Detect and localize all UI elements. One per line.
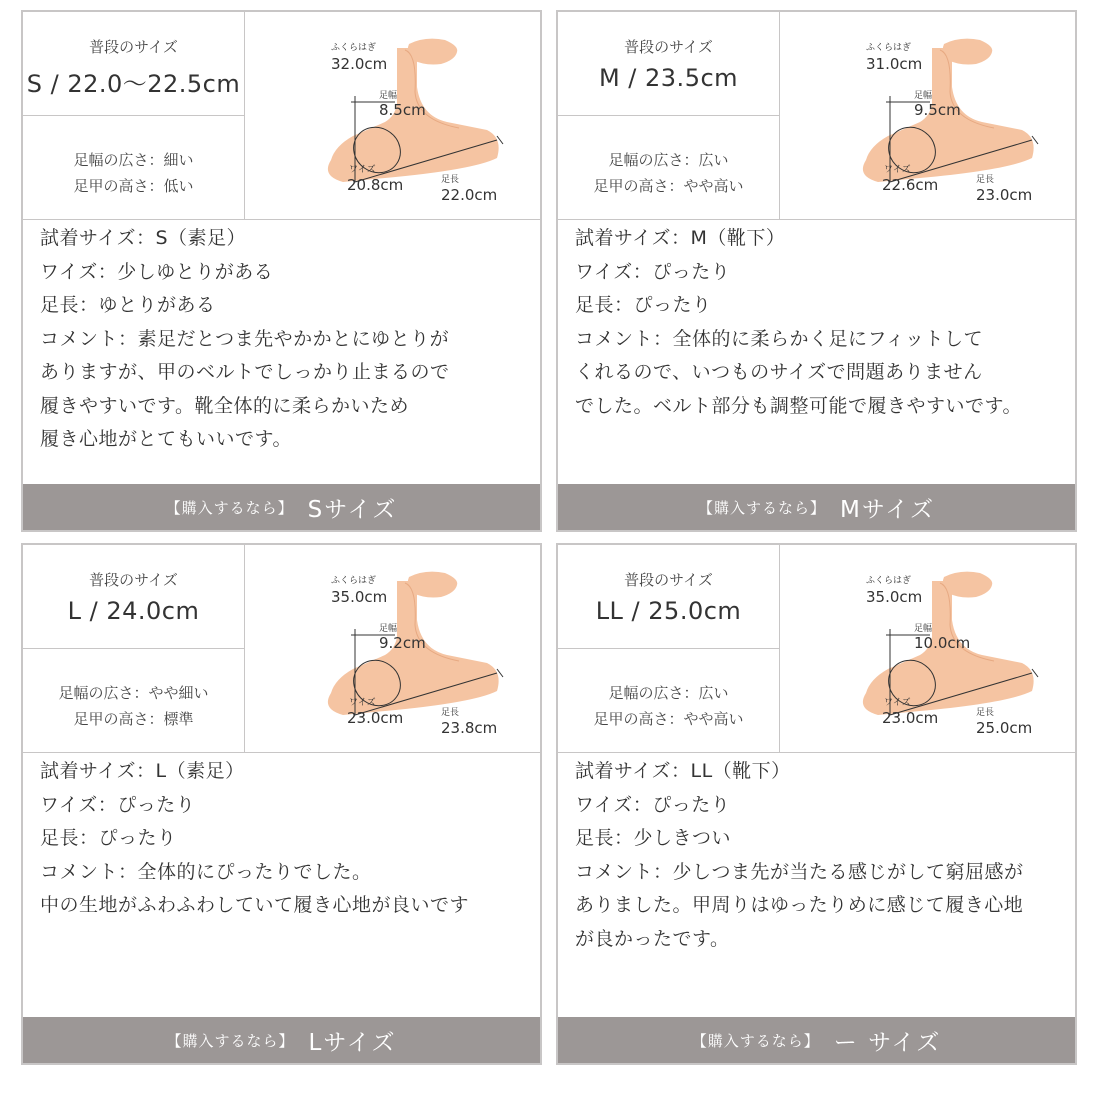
width-value: 10.0cm (914, 634, 971, 652)
calf-value: 31.0cm (866, 55, 923, 73)
length-value: 23.8cm (441, 719, 498, 737)
fitting-comment (40, 222, 540, 457)
comment-line: 履きやすいです。靴全体的に柔らかいため (40, 394, 409, 417)
foot-diagram (780, 12, 1077, 219)
usual-size-label: 普段のサイズ (89, 571, 178, 589)
purchase-recommendation (558, 484, 1075, 530)
purchase-recommendation (558, 1017, 1075, 1063)
comment-line: ワイズ：ぴったり (575, 260, 731, 283)
card-header (558, 12, 1075, 220)
comment-line: ありますが、甲のベルトでしっかり止まるので (40, 361, 450, 383)
comment-line: でした。ベルト部分も調整可能で履きやすいです。 (575, 394, 1022, 417)
length-label: 足長 (976, 175, 995, 185)
foot-shape-cell (558, 115, 780, 219)
width-label: 足幅 (379, 624, 398, 634)
size-review-card (21, 10, 542, 532)
usual-size-value: LL / 25.0cm (595, 597, 742, 625)
purchase-prefix: 【購入するなら】 (691, 1031, 820, 1050)
usual-size-cell (23, 545, 245, 649)
purchase-prefix: 【購入するなら】 (697, 498, 826, 517)
wise-label: ワイズ (884, 165, 911, 175)
wise-value: 23.0cm (347, 709, 404, 727)
wise-label: ワイズ (349, 165, 376, 175)
foot-shape-cell (23, 115, 245, 219)
calf-label: ふくらはぎ (866, 43, 912, 53)
width-value: 9.2cm (379, 634, 426, 652)
foot-shape-cell (23, 648, 245, 752)
foot-illustration (780, 12, 1077, 219)
calf-value: 32.0cm (331, 55, 388, 73)
length-value: 22.0cm (441, 186, 498, 204)
usual-size-cell (558, 12, 780, 116)
size-review-card (21, 543, 542, 1065)
purchase-recommendation (23, 484, 540, 530)
purchase-prefix: 【購入するなら】 (166, 1031, 295, 1050)
calf-value: 35.0cm (866, 588, 923, 606)
foot-width-text: 足幅の広さ：広い (608, 684, 729, 702)
size-review-card (556, 10, 1077, 532)
comment-line: ありました。甲周りはゆったりめに感じて履き心地 (575, 894, 1024, 916)
comment-line: くれるので、いつものサイズで問題ありません (575, 361, 983, 383)
length-value: 23.0cm (976, 186, 1033, 204)
width-value: 8.5cm (379, 101, 426, 119)
purchase-recommendation (23, 1017, 540, 1063)
width-label: 足幅 (379, 91, 398, 101)
foot-diagram (780, 545, 1077, 752)
comment-line: コメント：全体的に柔らかく足にフィットして (575, 327, 983, 350)
foot-diagram (245, 12, 542, 219)
calf-opening (408, 39, 458, 65)
foot-illustration (780, 545, 1077, 752)
foot-width-text: 足幅の広さ：細い (73, 151, 194, 169)
comment-line: ワイズ：ぴったり (40, 793, 196, 816)
calf-value: 35.0cm (331, 588, 388, 606)
purchase-size: Mサイズ (840, 496, 936, 523)
comment-line: コメント：素足だとつま先やかかとにゆとりが (40, 327, 450, 350)
foot-height-text: 足甲の高さ：標準 (73, 710, 194, 728)
comment-line: コメント：全体的にぴったりでした。 (40, 860, 372, 883)
length-value: 25.0cm (976, 719, 1033, 737)
fitting-comment (575, 755, 1075, 956)
usual-size-value: S / 22.0〜22.5cm (26, 70, 241, 98)
comment-line: 足長：少しきつい (575, 827, 732, 849)
comment-line: ワイズ：少しゆとりがある (40, 260, 274, 283)
comment-line: 中の生地がふわふわしていて履き心地が良いです (40, 894, 470, 916)
foot-illustration (245, 12, 542, 219)
card-header (558, 545, 1075, 753)
length-label: 足長 (441, 175, 460, 185)
foot-height-text: 足甲の高さ：やや高い (593, 710, 744, 728)
foot-diagram (245, 545, 542, 752)
fitting-comment (40, 755, 540, 923)
purchase-size: Lサイズ (308, 1029, 397, 1056)
card-header (23, 545, 540, 753)
wise-value: 20.8cm (347, 176, 404, 194)
comment-line: 足長：ゆとりがある (40, 294, 216, 316)
calf-opening (943, 572, 993, 598)
calf-label: ふくらはぎ (866, 576, 912, 586)
foot-illustration (245, 545, 542, 752)
usual-size-value: M / 23.5cm (598, 64, 739, 92)
comment-line: 試着サイズ：S（素足） (40, 227, 247, 249)
size-review-card (556, 543, 1077, 1065)
foot-height-text: 足甲の高さ：やや高い (593, 177, 744, 195)
wise-value: 22.6cm (882, 176, 939, 194)
usual-size-label: 普段のサイズ (624, 38, 713, 56)
foot-width-text: 足幅の広さ：広い (608, 151, 729, 169)
wise-value: 23.0cm (882, 709, 939, 727)
comment-line: コメント：少しつま先が当たる感じがして窮屈感が (575, 860, 1024, 883)
comment-line: 足長：ぴったり (575, 294, 712, 316)
usual-size-value: L / 24.0cm (67, 597, 200, 625)
width-label: 足幅 (914, 91, 933, 101)
comment-line: 足長：ぴったり (40, 827, 177, 849)
comment-line: 試着サイズ：LL（靴下） (575, 760, 791, 782)
width-label: 足幅 (914, 624, 933, 634)
comment-line: 試着サイズ：L（素足） (40, 760, 245, 782)
length-label: 足長 (976, 708, 995, 718)
purchase-size: ー サイズ (833, 1029, 942, 1056)
comment-line: 履き心地がとてもいいです。 (40, 428, 292, 450)
calf-label: ふくらはぎ (331, 576, 377, 586)
usual-size-cell (558, 545, 780, 649)
calf-opening (408, 572, 458, 598)
foot-shape-cell (558, 648, 780, 752)
wise-label: ワイズ (884, 698, 911, 708)
length-label: 足長 (441, 708, 460, 718)
width-value: 9.5cm (914, 101, 961, 119)
wise-label: ワイズ (349, 698, 376, 708)
calf-opening (943, 39, 993, 65)
card-header (23, 12, 540, 220)
usual-size-cell (23, 12, 245, 116)
calf-label: ふくらはぎ (331, 43, 377, 53)
usual-size-label: 普段のサイズ (89, 38, 178, 56)
foot-height-text: 足甲の高さ：低い (73, 177, 194, 195)
usual-size-label: 普段のサイズ (624, 571, 713, 589)
fitting-comment (575, 222, 1075, 423)
purchase-prefix: 【購入するなら】 (165, 498, 294, 517)
comment-line: が良かったです。 (575, 927, 730, 950)
purchase-size: Sサイズ (307, 496, 398, 523)
comment-line: ワイズ：ぴったり (575, 793, 731, 816)
foot-width-text: 足幅の広さ：やや細い (58, 684, 209, 702)
comment-line: 試着サイズ：M（靴下） (575, 227, 786, 249)
